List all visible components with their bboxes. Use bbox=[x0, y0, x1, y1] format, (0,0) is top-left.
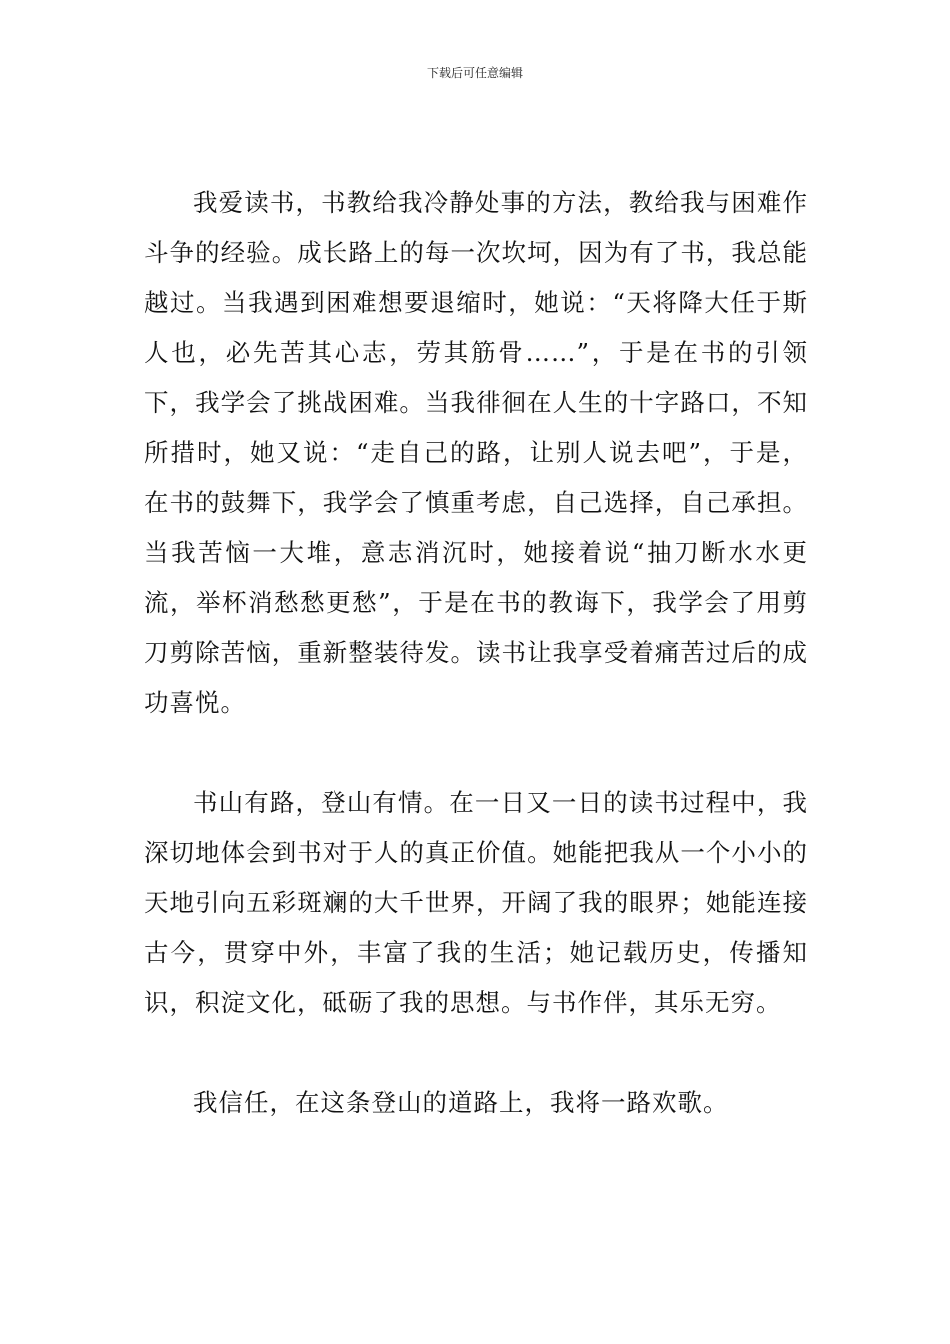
document-body bbox=[144, 178, 808, 1128]
page-header-note: 下载后可任意编辑 bbox=[426, 66, 523, 80]
paragraph-value-of-books: 书山有路，登山有情。在一日又一日的读书过程中，我深切地体会到书对于人的真正价值。她能把我从一个小小的天地引向五彩斑斓的大千世界，开阔了我的眼界；她能连接古今，贯穿中外，丰富了我的生活；她记载历史，传播知识，积淀文化，砥砺了我的思想。与书作伴，其乐无穷。 bbox=[144, 788, 808, 1017]
paragraph-reading-lessons: 我爱读书，书教给我冷静处事的方法，教给我与困难作斗争的经验。成长路上的每一次坎坷，因为有了书，我总能越过。当我遇到困难想要退缩时，她说：“天将降大任于斯人也，必先苦其心志，劳其筋骨……”，于是在书的引领下，我学会了挑战困难。当我徘徊在人生的十字路口，不知所措时，她又说：“走自己的路，让别人说去吧”，于是，在书的鼓舞下，我学会了慎重考虑，自己选择，自己承担。当我苦恼一大堆，意志消沉时，她接着说“抽刀断水水更流，举杯消愁愁更愁”，于是在书的教诲下，我学会了用剪刀剪除苦恼，重新整装待发。读书让我享受着痛苦过后的成功喜悦。 bbox=[144, 188, 808, 717]
paragraph-closing: 我信任，在这条登山的道路上，我将一路欢歌。 bbox=[193, 1088, 729, 1117]
